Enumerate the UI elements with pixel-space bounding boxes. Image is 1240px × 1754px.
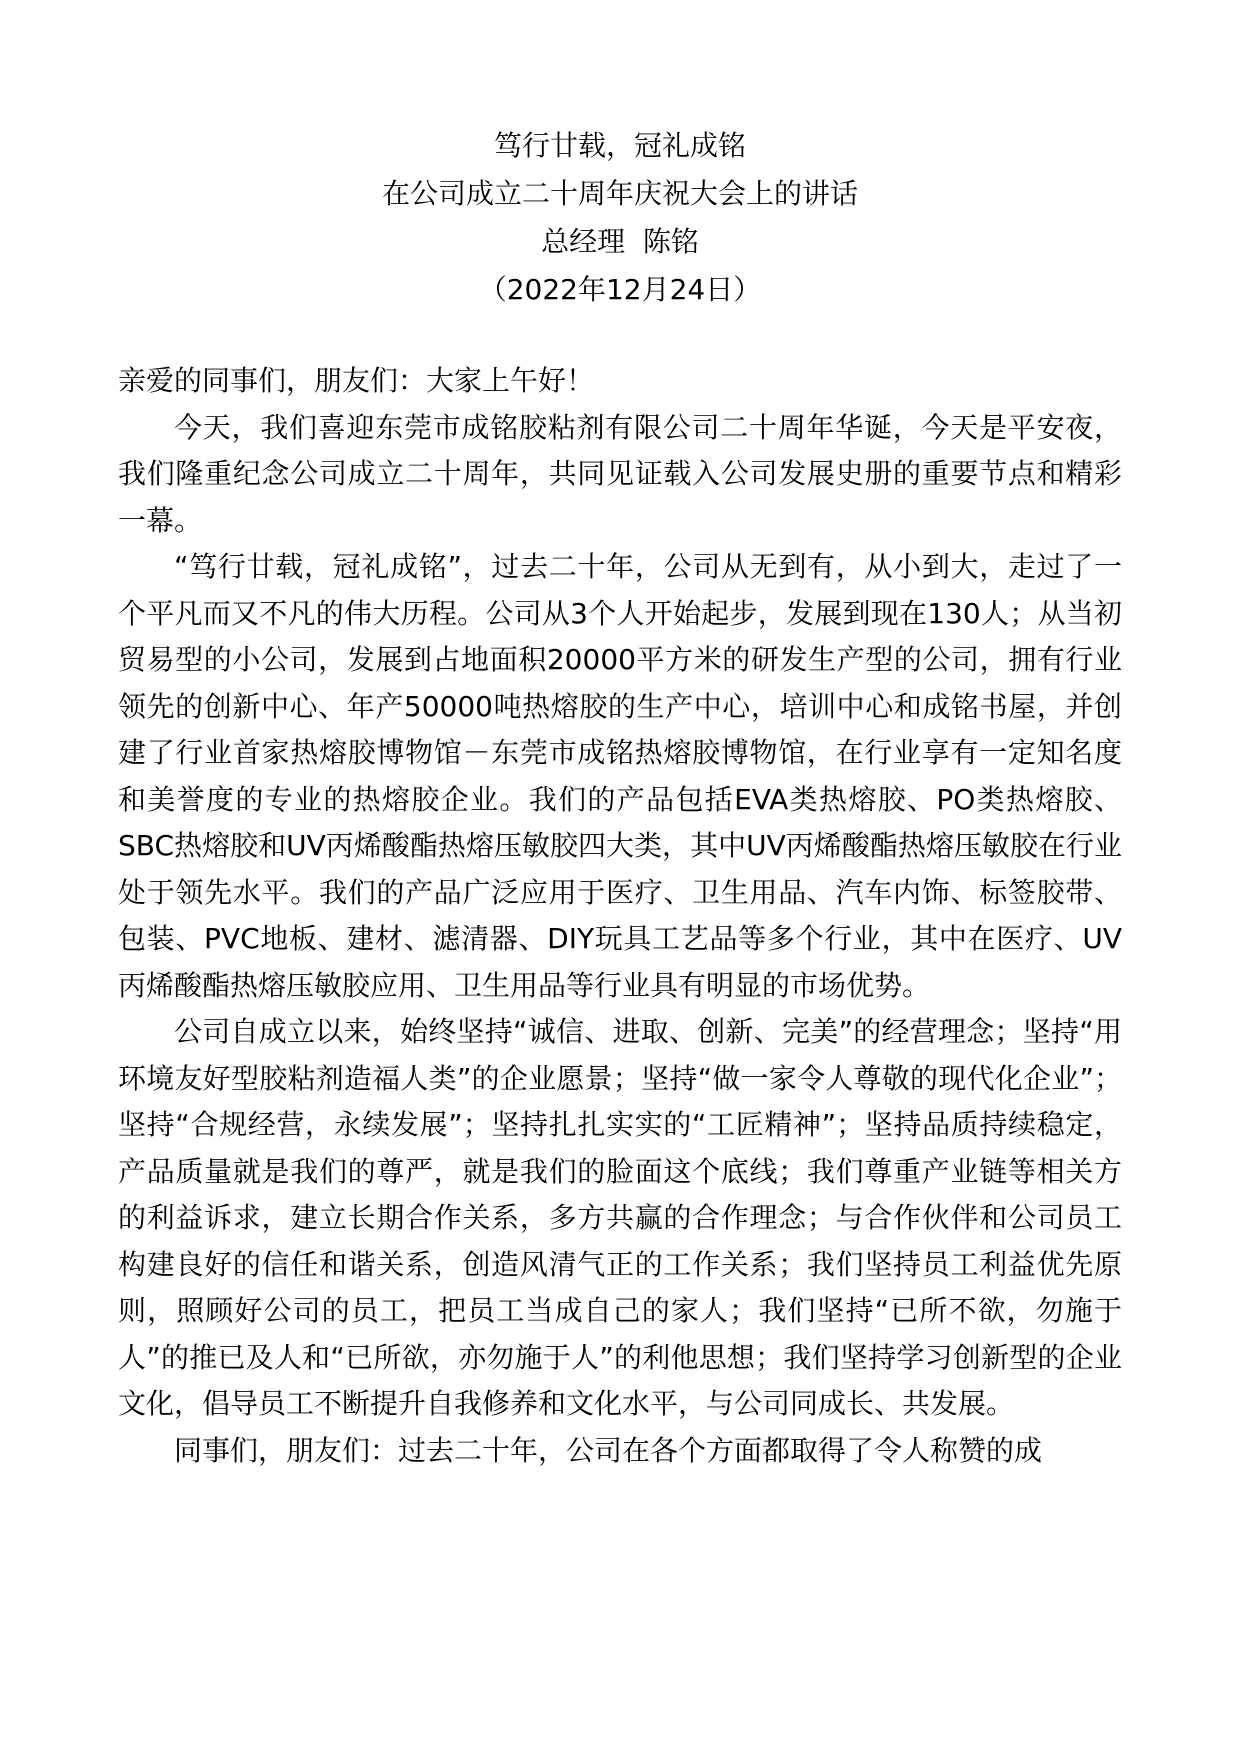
greeting: 亲爱的同事们，朋友们：大家上午好！ — [118, 364, 595, 397]
speech-date: （2022年12月24日） — [478, 273, 762, 306]
speech-title: 笃行廿载，冠礼成铭 — [493, 129, 746, 162]
document-header — [0, 122, 1240, 314]
speech-subtitle: 在公司成立二十周年庆祝大会上的讲话 — [381, 177, 858, 210]
paragraph-4: 同事们，朋友们：过去二十年，公司在各个方面都取得了令人称赞的成 — [174, 1433, 1043, 1467]
paragraph-2: “笃行廿载，冠礼成铭”，过去二十年，公司从无到有，从小到大，走过了一个平凡而又不凡的伟大历程。公司从3个人开始起步，发展到现在130人；从当初贸易型的小公司，发展到占地面积20000平方米的研发生产型的公司，拥有行业领先的创新中心、年产50000吨热熔胶的生产中心，培训中心和成铭书屋，并创建了行业首家热熔胶博物馆－东莞市成铭热熔胶博物馆，在行业享有一定知名度和美誉度的专业的热熔胶企业。我们的产品包括EVA类热熔胶、PO类热熔胶、SBC热熔胶和UV丙烯酸酯热熔压敏胶四大类，其中UV丙烯酸酯热熔压敏胶在行业处于领先水平。我们的产品广泛应用于医疗、卫生用品、汽车内饰、标签胶带、包装、PVC地板、建材、滤清器、DIY玩具工艺品等多个行业，其中在医疗、UV丙烯酸酯热熔压敏胶应用、卫生用品等行业具有明显的市场优势。 — [118, 550, 1122, 1002]
speech-body — [118, 358, 1122, 1474]
paragraph-3: 公司自成立以来，始终坚持“诚信、进取、创新、完美”的经营理念；坚持“用环境友好型胶粘剂造福人类”的企业愿景；坚持“做一家令人尊敬的现代化企业”；坚持“合规经营，永续发展”；坚持扎扎实实的“工匠精神”；坚持品质持续稳定，产品质量就是我们的尊严，就是我们的脸面这个底线；我们尊重产业链等相关方的利益诉求，建立长期合作关系，多方共赢的合作理念；与合作伙伴和公司员工构建良好的信任和谐关系，创造风清气正的工作关系；我们坚持员工利益优先原则，照顾好公司的员工，把员工当成自己的家人；我们坚持“已所不欲，勿施于人”的推已及人和“已所欲，亦勿施于人”的利他思想；我们坚持学习创新型的企业文化，倡导员工不断提升自我修养和文化水平，与公司同成长、共发展。 — [118, 1015, 1122, 1420]
paragraph-1: 今天，我们喜迎东莞市成铭胶粘剂有限公司二十周年华诞，今天是平安夜，我们隆重纪念公司成立二十周年，共同见证载入公司发展史册的重要节点和精彩一幕。 — [118, 410, 1122, 537]
speaker-line: 总经理 陈铭 — [541, 225, 699, 258]
